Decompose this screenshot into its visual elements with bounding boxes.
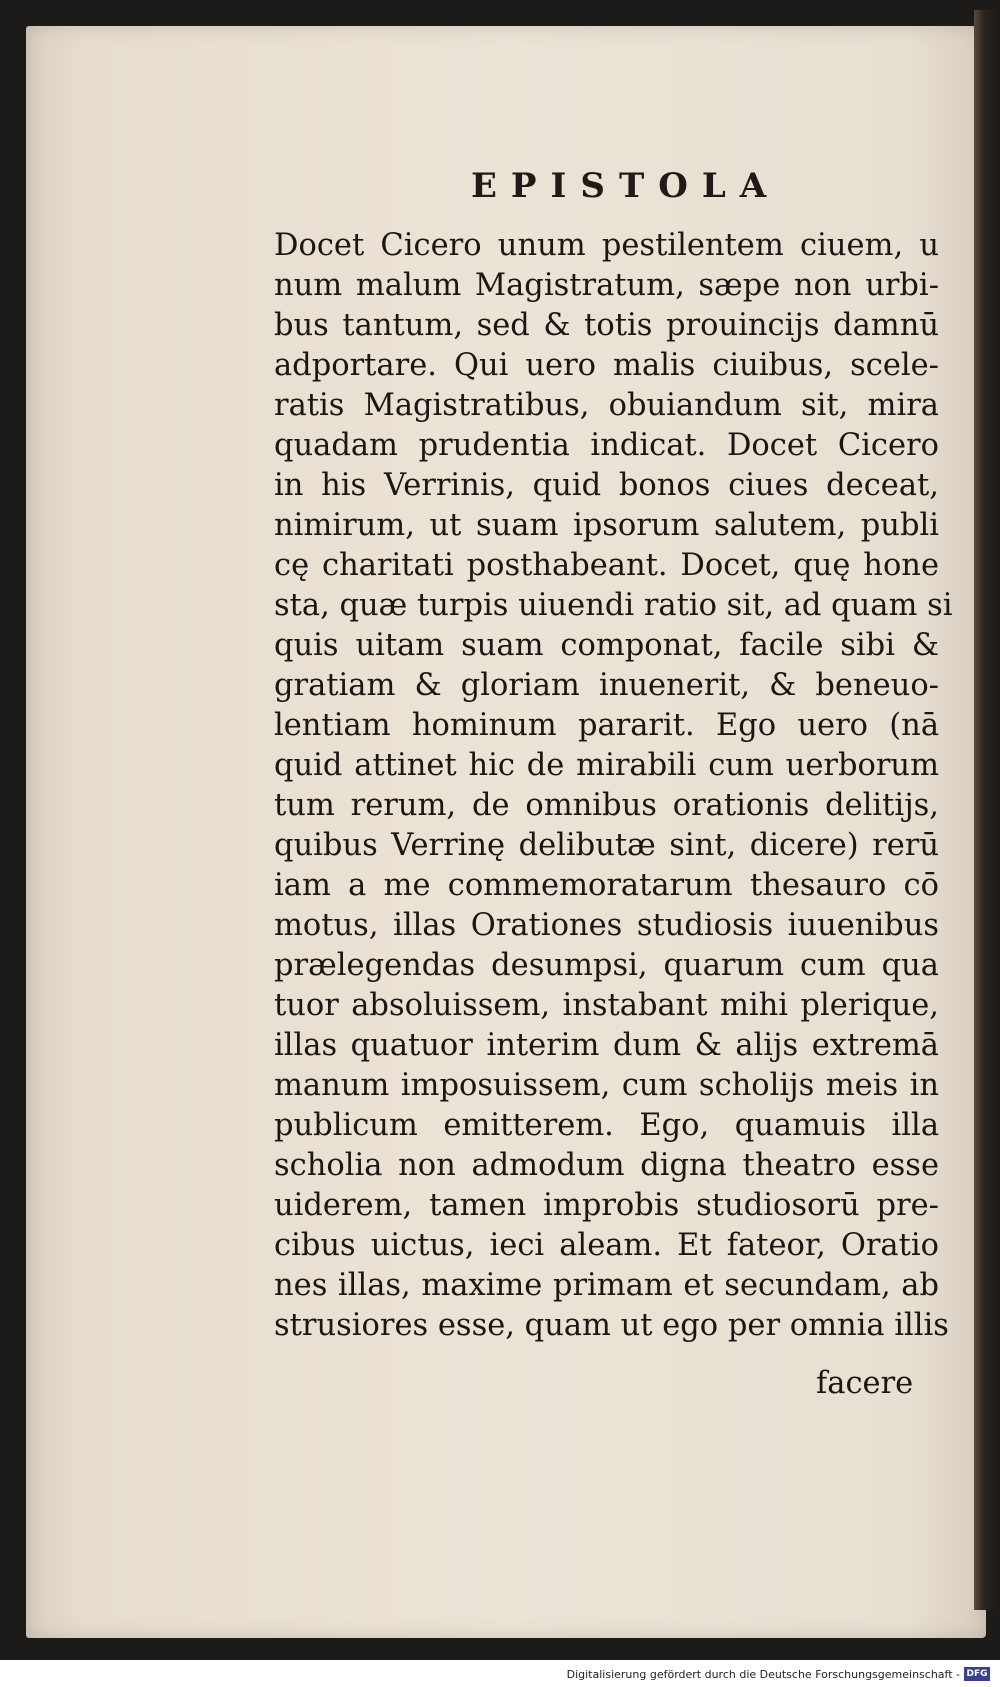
text-line: uiderem, tamen improbis studiosorū pre- [274,1188,939,1223]
running-head: EPISTOLA [471,166,781,206]
text-line: adportare. Qui uero malis ciuibus, scele- [274,348,939,383]
book-page [26,26,986,1638]
page-edge [974,10,1000,1610]
footer-bar [0,1662,1000,1687]
text-line: quid attinet hic de mirabili cum uerborum [274,748,939,783]
text-line: nes illas, maxime primam et secundam, ab [274,1268,939,1303]
text-line: in his Verrinis, quid bonos ciues deceat, [274,468,939,503]
text-line: nimirum, ut suam ipsorum salutem, publi [274,508,939,543]
text-line: cę charitati posthabeant. Docet, quę hone [274,548,939,583]
text-line: tuor absoluissem, instabant mihi plerique, [274,988,939,1023]
text-line: quibus Verrinę delibutæ sint, dicere) rerū [274,828,939,863]
text-line: gratiam & gloriam inuenerit, & beneuo- [274,668,939,703]
text-line: manum imposuissem, cum scholijs meis in [274,1068,939,1103]
text-line: motus, illas Orationes studiosis iuuenibus [274,908,939,943]
text-line: Docet Cicero unum pestilentem ciuem, u [274,228,939,263]
footer-credit: Digitalisierung gefördert durch die Deutsche Forschungsgemeinschaft - [566,1668,960,1681]
text-line: bus tantum, sed & totis prouincijs damnū [274,308,939,343]
text-line: tum rerum, de omnibus orationis delitijs, [274,788,939,823]
text-line: lentiam hominum pararit. Ego uero (nā [274,708,939,743]
text-line: strusiores esse, quam ut ego per omnia illis [274,1308,949,1343]
catchword: facere [816,1366,914,1401]
text-line: ratis Magistratibus, obuiandum sit, mira [274,388,939,423]
dfg-logo-icon: DFG [964,1667,990,1681]
text-line: prælegendas desumpsi, quarum cum qua [274,948,939,983]
text-line: iam a me commemoratarum thesauro cō [274,868,939,903]
text-line: illas quatuor interim dum & alijs extremā [274,1028,939,1063]
text-line: quadam prudentia indicat. Docet Cicero [274,428,939,463]
text-line: publicum emitterem. Ego, quamuis illa [274,1108,939,1143]
text-line: quis uitam suam componat, facile sibi & [274,628,939,663]
text-line: scholia non admodum digna theatro esse [274,1148,939,1183]
text-line: cibus uictus, ieci aleam. Et fateor, Oratio [274,1228,939,1263]
body-text [274,226,953,1346]
text-line: num malum Magistratum, sæpe non urbi- [274,268,939,303]
text-line: sta, quæ turpis uiuendi ratio sit, ad quam si [274,588,953,623]
